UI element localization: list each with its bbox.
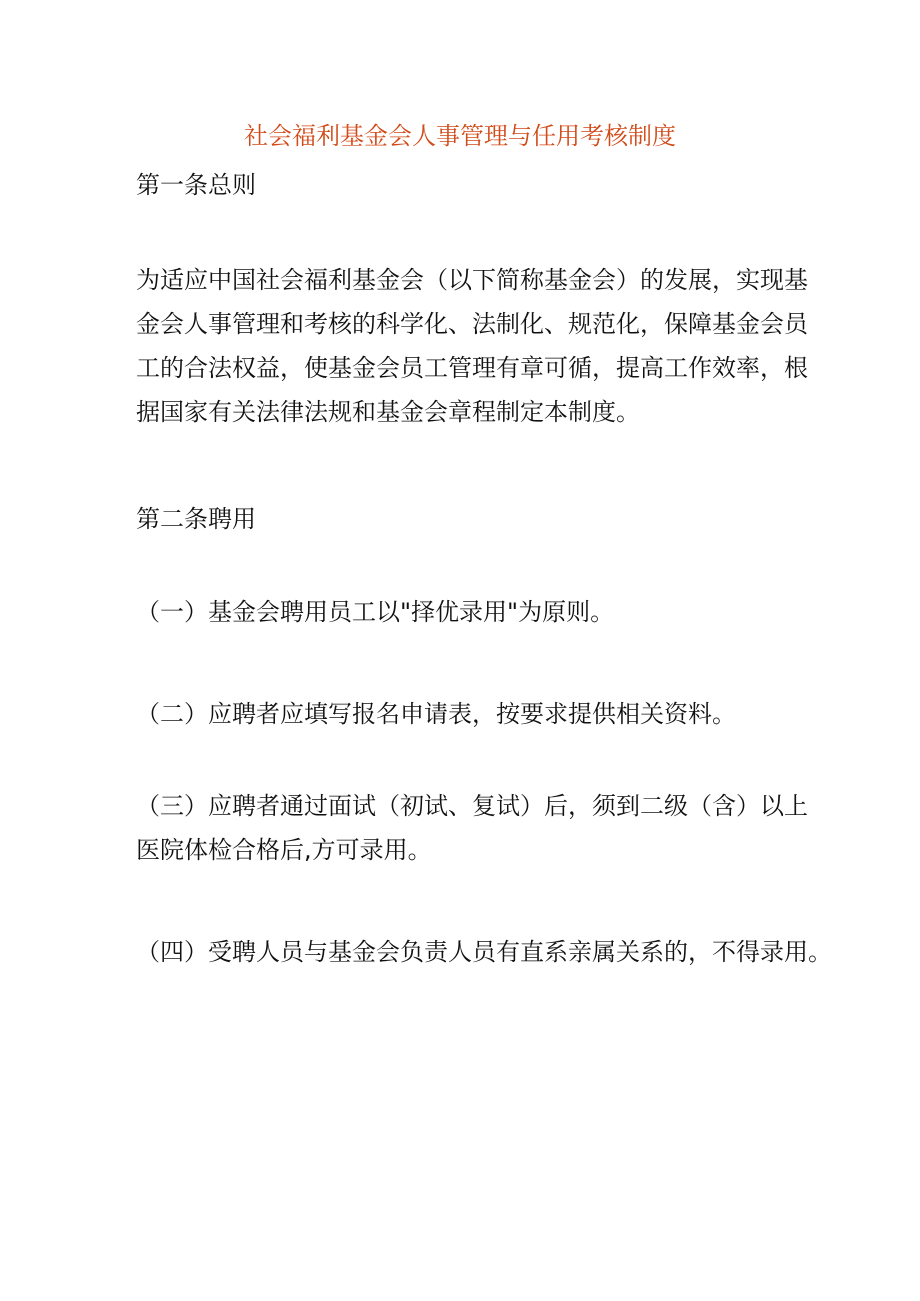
article-2-clause-2	[136, 692, 816, 736]
article-2-heading: 第二条聘用	[136, 505, 256, 533]
clause-line: （二）应聘者应填写报名申请表，按要求提供相关资料。	[136, 700, 736, 728]
paragraph-line: 为适应中国社会福利基金会（以下简称基金会）的发展，实现基	[136, 266, 808, 294]
article-2-clause-1	[136, 590, 816, 634]
article-2-clause-4	[136, 930, 836, 974]
paragraph-line: 工的合法权益，使基金会员工管理有章可循，提高工作效率，根	[136, 354, 808, 382]
article-1-paragraph	[136, 258, 808, 434]
clause-line: （三）应聘者通过面试（初试、复试）后，须到二级（含）以上	[136, 792, 808, 820]
article-1-heading: 第一条总则	[136, 171, 256, 199]
clause-line: （四）受聘人员与基金会负责人员有直系亲属关系的，不得录用。	[136, 938, 832, 966]
paragraph-line: 据国家有关法律法规和基金会章程制定本制度。	[136, 398, 640, 426]
clause-line: 医院体检合格后,方可录用。	[136, 836, 432, 864]
article-2-clause-3	[136, 784, 816, 872]
paragraph-line: 金会人事管理和考核的科学化、法制化、规范化，保障基金会员	[136, 310, 808, 338]
document-title: 社会福利基金会人事管理与任用考核制度	[244, 122, 676, 150]
clause-line: （一）基金会聘用员工以"择优录用"为原则。	[136, 598, 615, 626]
